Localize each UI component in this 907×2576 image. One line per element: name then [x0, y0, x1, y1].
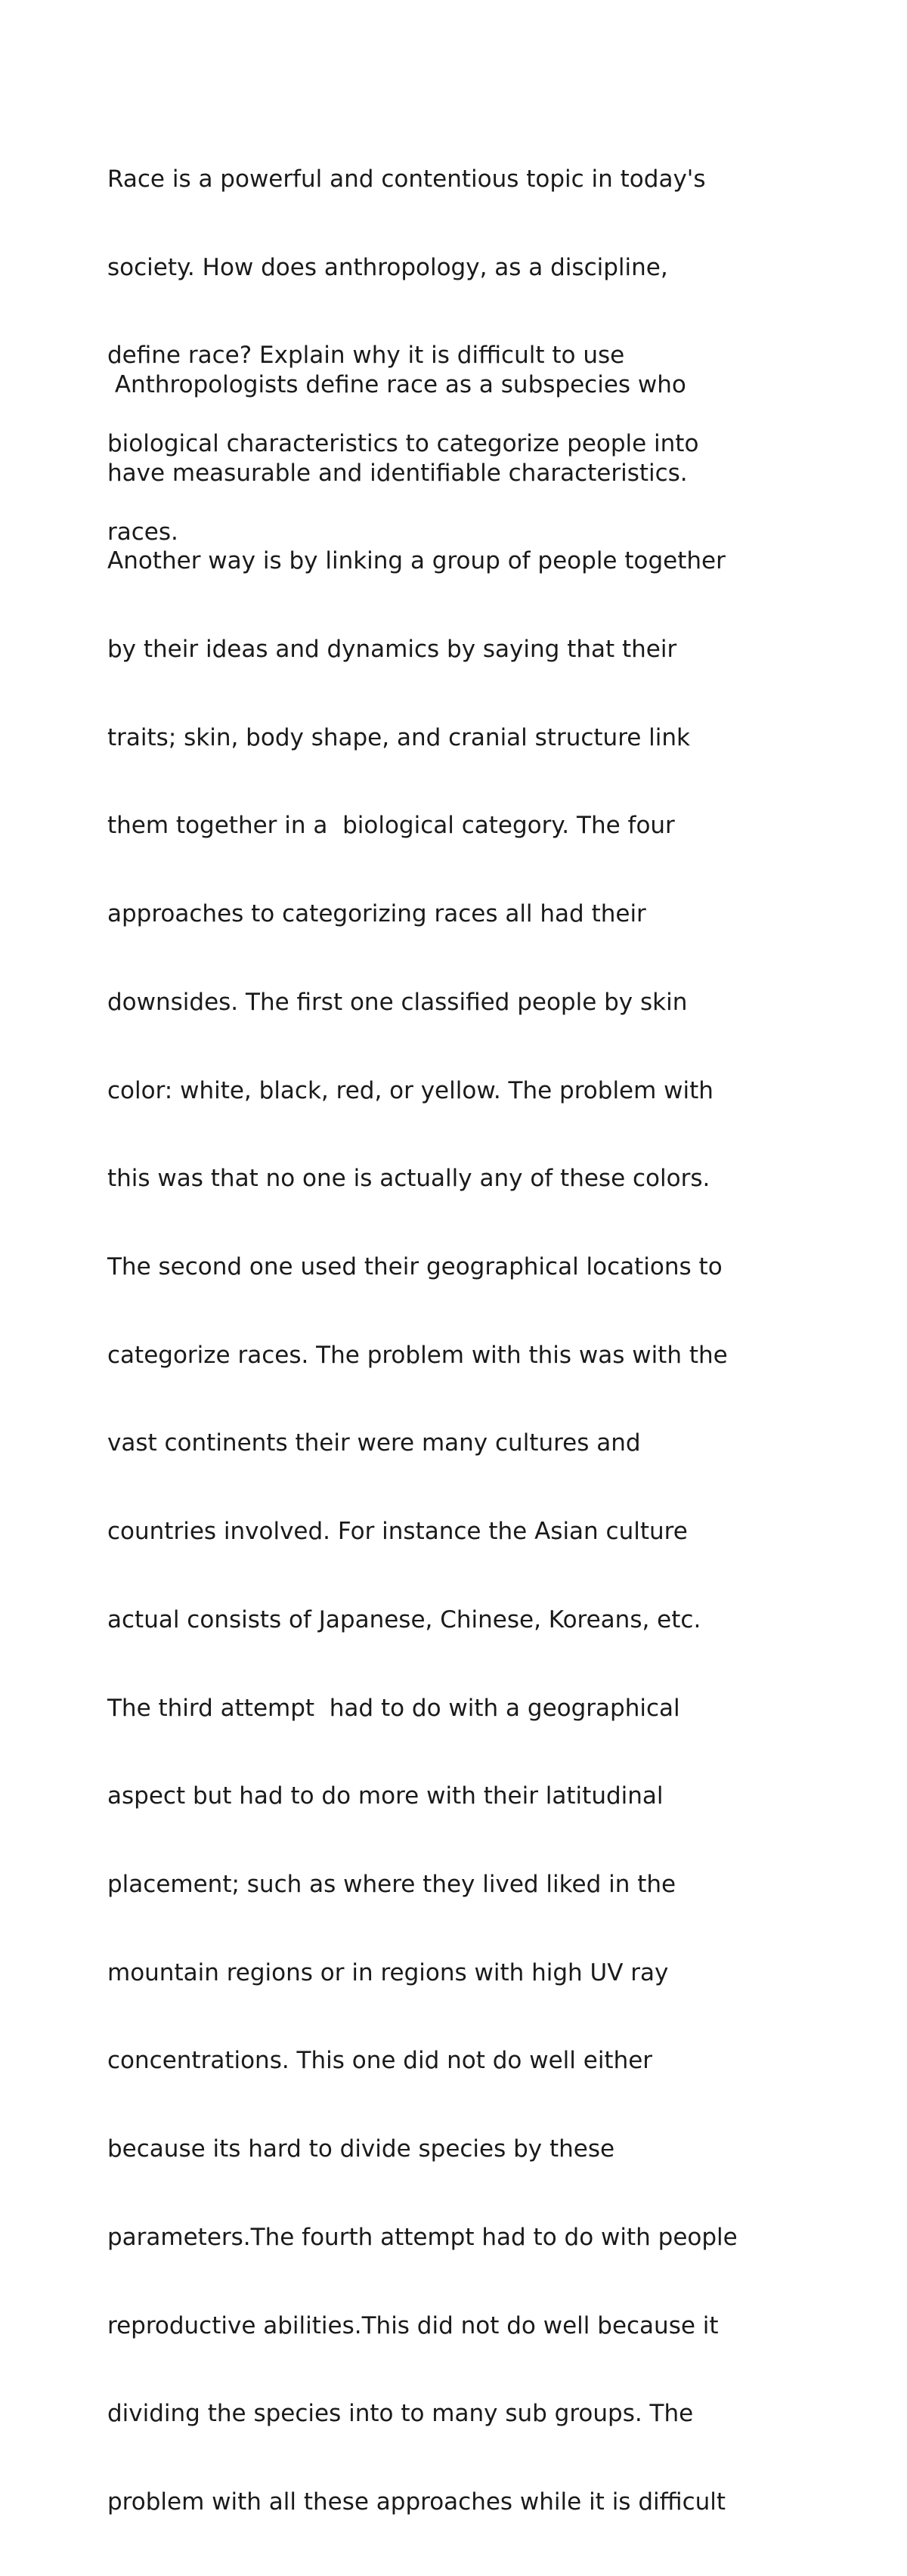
text-line: Another way is by linking a group of people together	[107, 547, 726, 575]
text-line: categorize races. The problem with this was with the	[107, 1341, 728, 1369]
text-line: traits; skin, body shape, and cranial structure link	[107, 723, 691, 751]
text-line: biological characteristics to categorize people into	[107, 429, 699, 457]
text-line: The second one used their geographical locations to	[107, 1253, 723, 1280]
text-line: concentrations. This one did not do well either	[107, 2047, 653, 2075]
text-line: The third attempt had to do with a geographical	[107, 1694, 680, 1722]
text-line: approaches to categorizing races all had their	[107, 900, 646, 928]
text-line: mountain regions or in regions with high UV ray	[107, 1958, 669, 1986]
text-line: parameters.The fourth attempt had to do with people	[107, 2223, 738, 2251]
text-line: color: white, black, red, or yellow. The problem with	[107, 1076, 714, 1104]
text-line: this was that no one is actually any of these colors.	[107, 1165, 710, 1193]
text-line: actual consists of Japanese, Chinese, Koreans, etc.	[107, 1605, 701, 1633]
text-line: them together in a biological category. The four	[107, 812, 675, 840]
text-line: vast continents their were many cultures and	[107, 1429, 641, 1457]
text-line: downsides. The first one classified people by skin	[107, 988, 688, 1016]
text-line: countries involved. For instance the Asian culture	[107, 1518, 688, 1546]
text-line: define race? Explain why it is difficult to use	[107, 342, 625, 370]
text-line: races.	[107, 518, 178, 546]
text-line: placement; such as where they lived liked in the	[107, 1871, 676, 1899]
text-line: Anthropologists define race as a subspecies who	[107, 370, 686, 398]
text-line: dividing the species into to many sub groups. The	[107, 2400, 694, 2428]
text-line: Race is a powerful and contentious topic in today's	[107, 165, 706, 193]
text-line: society. How does anthropology, as a discipline,	[107, 253, 668, 281]
text-line: have measurable and identifiable characteristics.	[107, 459, 688, 487]
text-line: problem with all these approaches while it is difficult	[107, 2488, 726, 2516]
text-line: aspect but had to do more with their latitudinal	[107, 1782, 664, 1810]
text-line: reproductive abilities.This did not do well because it	[107, 2311, 719, 2339]
text-line: because its hard to divide species by these	[107, 2135, 615, 2163]
answer-paragraph	[107, 311, 738, 2576]
text-line: by their ideas and dynamics by saying that their	[107, 635, 677, 663]
